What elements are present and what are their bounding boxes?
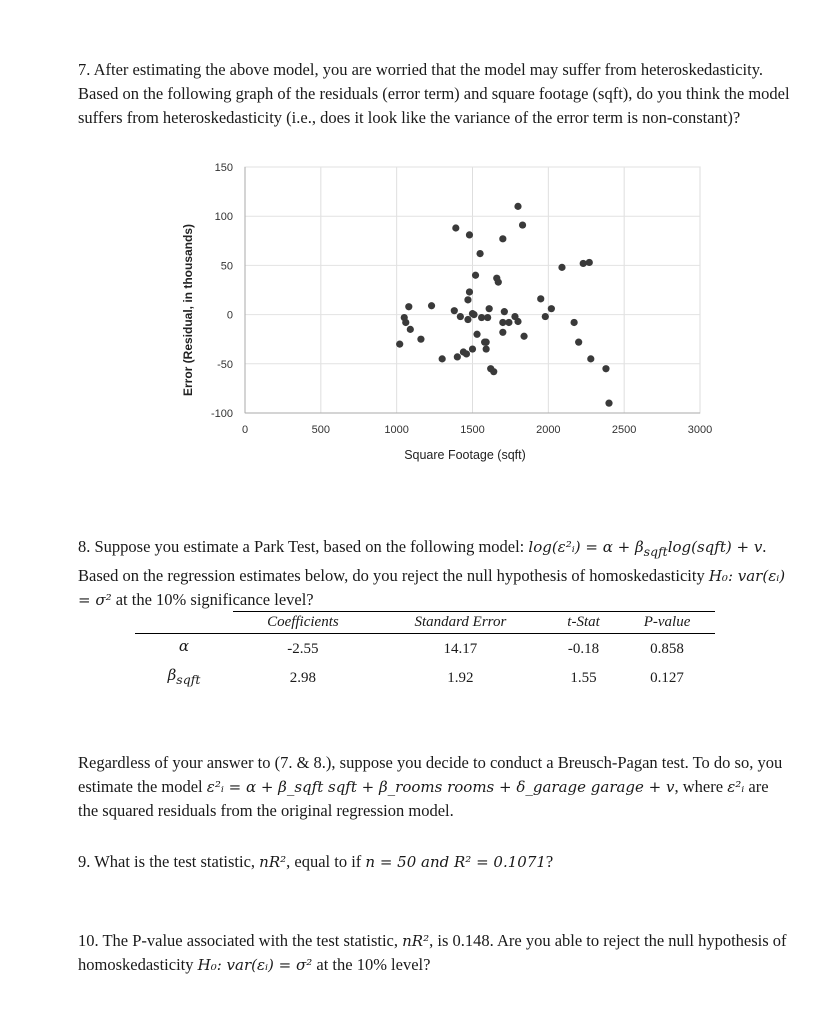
y-axis-label: Error (Residual, in thousands) xyxy=(181,223,195,397)
data-point xyxy=(469,345,476,352)
data-point xyxy=(407,326,414,333)
park-model xyxy=(528,538,763,559)
table-row xyxy=(135,634,715,664)
cell: 14.17 xyxy=(443,640,478,657)
data-point xyxy=(580,260,587,267)
data-point xyxy=(396,341,403,348)
park-model-tail: log(sqft) + v xyxy=(667,538,763,556)
cell: 2.98 xyxy=(289,669,317,686)
data-point xyxy=(454,353,461,360)
cell: 1.55 xyxy=(570,669,597,686)
question-10-text-c: at the 10% level? xyxy=(312,955,431,974)
question-9 xyxy=(78,850,790,874)
regression-table xyxy=(135,611,715,692)
data-point xyxy=(439,355,446,362)
data-point xyxy=(402,319,409,326)
intro-text-a: Regardless of your answer to (7. & 8.), suppose you decide to conduct a Breusch-Pagan test. To do so, you estimate the model xyxy=(78,753,783,796)
cell: -2.55 xyxy=(287,640,319,657)
cell: 0.858 xyxy=(650,640,684,657)
question-9-text-a: 9. What is the test statistic, xyxy=(78,852,260,871)
data-point xyxy=(405,303,412,310)
col-header: Standard Error xyxy=(373,612,548,634)
x-tick-label: 2000 xyxy=(536,424,561,436)
question-9-text-b: , equal to if xyxy=(286,852,366,871)
intro-text-c: are the squared residuals from the original regression model. xyxy=(78,777,769,820)
data-point xyxy=(586,259,593,266)
question-7-text: 7. After estimating the above model, you are worried that the model may suffer from heteroskedasticity. Based on the following graph of the residuals (error term) and square footage (sqft), do you think the model suffers from heteroskedasticity (i.e., does it look like the variance of the error term is non-constant)? xyxy=(78,60,790,127)
intro-text-b: , where xyxy=(674,777,728,796)
y-tick-label: -100 xyxy=(210,408,233,420)
y-tick-label: 0 xyxy=(226,309,233,322)
table-header-row xyxy=(135,612,715,634)
data-point xyxy=(514,318,521,325)
row-label: $\beta_{sqft}$ xyxy=(167,666,201,687)
question-8-text-a: 8. Suppose you estimate a Park Test, based on the following model: xyxy=(78,537,529,556)
data-point xyxy=(575,339,582,346)
null-hypothesis: H₀: var(εᵢ) = σ² xyxy=(78,567,786,609)
data-point xyxy=(473,331,480,338)
x-tick-label: 3000 xyxy=(687,424,713,436)
data-point xyxy=(483,339,490,346)
data-point xyxy=(519,221,526,228)
y-tick-labels xyxy=(211,162,233,420)
y-tick-label: 50 xyxy=(220,260,233,273)
park-model-sub: sqft xyxy=(643,544,668,559)
breusch-pagan-intro xyxy=(78,751,790,823)
data-point xyxy=(483,345,490,352)
col-header: P-value xyxy=(619,612,715,634)
data-point xyxy=(457,313,464,320)
data-point xyxy=(470,311,477,318)
data-point xyxy=(451,307,458,314)
data-point xyxy=(464,316,471,323)
x-tick-label: 0 xyxy=(241,424,249,436)
data-point xyxy=(605,400,612,407)
y-tick-label: -50 xyxy=(217,358,233,371)
x-axis-label: Square Footage (sqft) xyxy=(404,448,526,462)
data-point xyxy=(417,336,424,343)
x-tick-label: 500 xyxy=(311,424,331,436)
y-tick-label: 100 xyxy=(214,211,233,224)
question-8 xyxy=(78,535,790,612)
squared-residual-symbol: ε²ᵢ xyxy=(727,778,745,796)
y-tick-label: 150 xyxy=(214,162,233,174)
data-point xyxy=(587,355,594,362)
question-10-text-a: 10. The P-value associated with the test statistic, xyxy=(78,931,403,950)
data-point xyxy=(466,288,473,295)
col-header: t-Stat xyxy=(548,612,619,634)
data-point xyxy=(542,313,549,320)
question-9-text-c: ? xyxy=(545,852,554,871)
data-point xyxy=(571,319,578,326)
x-tick-label: 1500 xyxy=(460,424,485,436)
cell: 1.92 xyxy=(447,669,474,686)
col-header: Coefficients xyxy=(233,612,373,634)
data-point xyxy=(501,308,508,315)
data-point xyxy=(514,203,521,210)
x-tick-label: 1000 xyxy=(384,424,409,436)
x-tick-label: 2500 xyxy=(611,424,637,436)
residual-scatter-chart xyxy=(160,150,720,470)
null-hypothesis: H₀: var(εᵢ) = σ² xyxy=(197,956,313,974)
table-row xyxy=(135,663,715,692)
data-point xyxy=(558,264,565,271)
data-point xyxy=(505,319,512,326)
x-tick-labels xyxy=(242,424,712,436)
data-point xyxy=(499,235,506,242)
cell: 0.127 xyxy=(650,669,684,686)
question-8-text-c: at the 10% significance level? xyxy=(111,590,314,609)
data-point xyxy=(490,368,497,375)
data-point xyxy=(520,333,527,340)
data-point xyxy=(495,279,502,286)
data-point xyxy=(499,329,506,336)
data-point xyxy=(548,305,555,312)
data-point xyxy=(486,305,493,312)
scatter-points xyxy=(396,203,613,407)
data-point xyxy=(476,250,483,257)
data-point xyxy=(537,295,544,302)
chart-gridlines xyxy=(245,167,700,413)
data-point xyxy=(472,272,479,279)
data-point xyxy=(602,365,609,372)
question-10-text-b: , is 0.148. Are you able to reject the null hypothesis of homoskedasticity xyxy=(78,931,787,974)
data-point xyxy=(452,224,459,231)
bp-model: ε²ᵢ = α + β_sqft sqft + β_rooms rooms + δ_garage garage + v xyxy=(206,778,675,796)
question-7 xyxy=(78,58,790,130)
test-statistic: nR² xyxy=(259,853,287,871)
data-point xyxy=(464,296,471,303)
question-10 xyxy=(78,929,790,977)
test-statistic: nR² xyxy=(402,932,430,950)
data-point xyxy=(466,231,473,238)
question-8-text-b: . Based on the regression estimates below, do you reject the null hypothesis of homoskedasticity xyxy=(78,537,767,585)
row-label: α xyxy=(178,637,190,655)
data-point xyxy=(484,314,491,321)
cell: -0.18 xyxy=(567,640,600,657)
data-point xyxy=(428,302,435,309)
sample-condition: n = 50 and R² = 0.1071 xyxy=(365,853,546,871)
park-model-lhs: log(ε²ᵢ) = α + β xyxy=(528,538,644,556)
data-point xyxy=(463,350,470,357)
